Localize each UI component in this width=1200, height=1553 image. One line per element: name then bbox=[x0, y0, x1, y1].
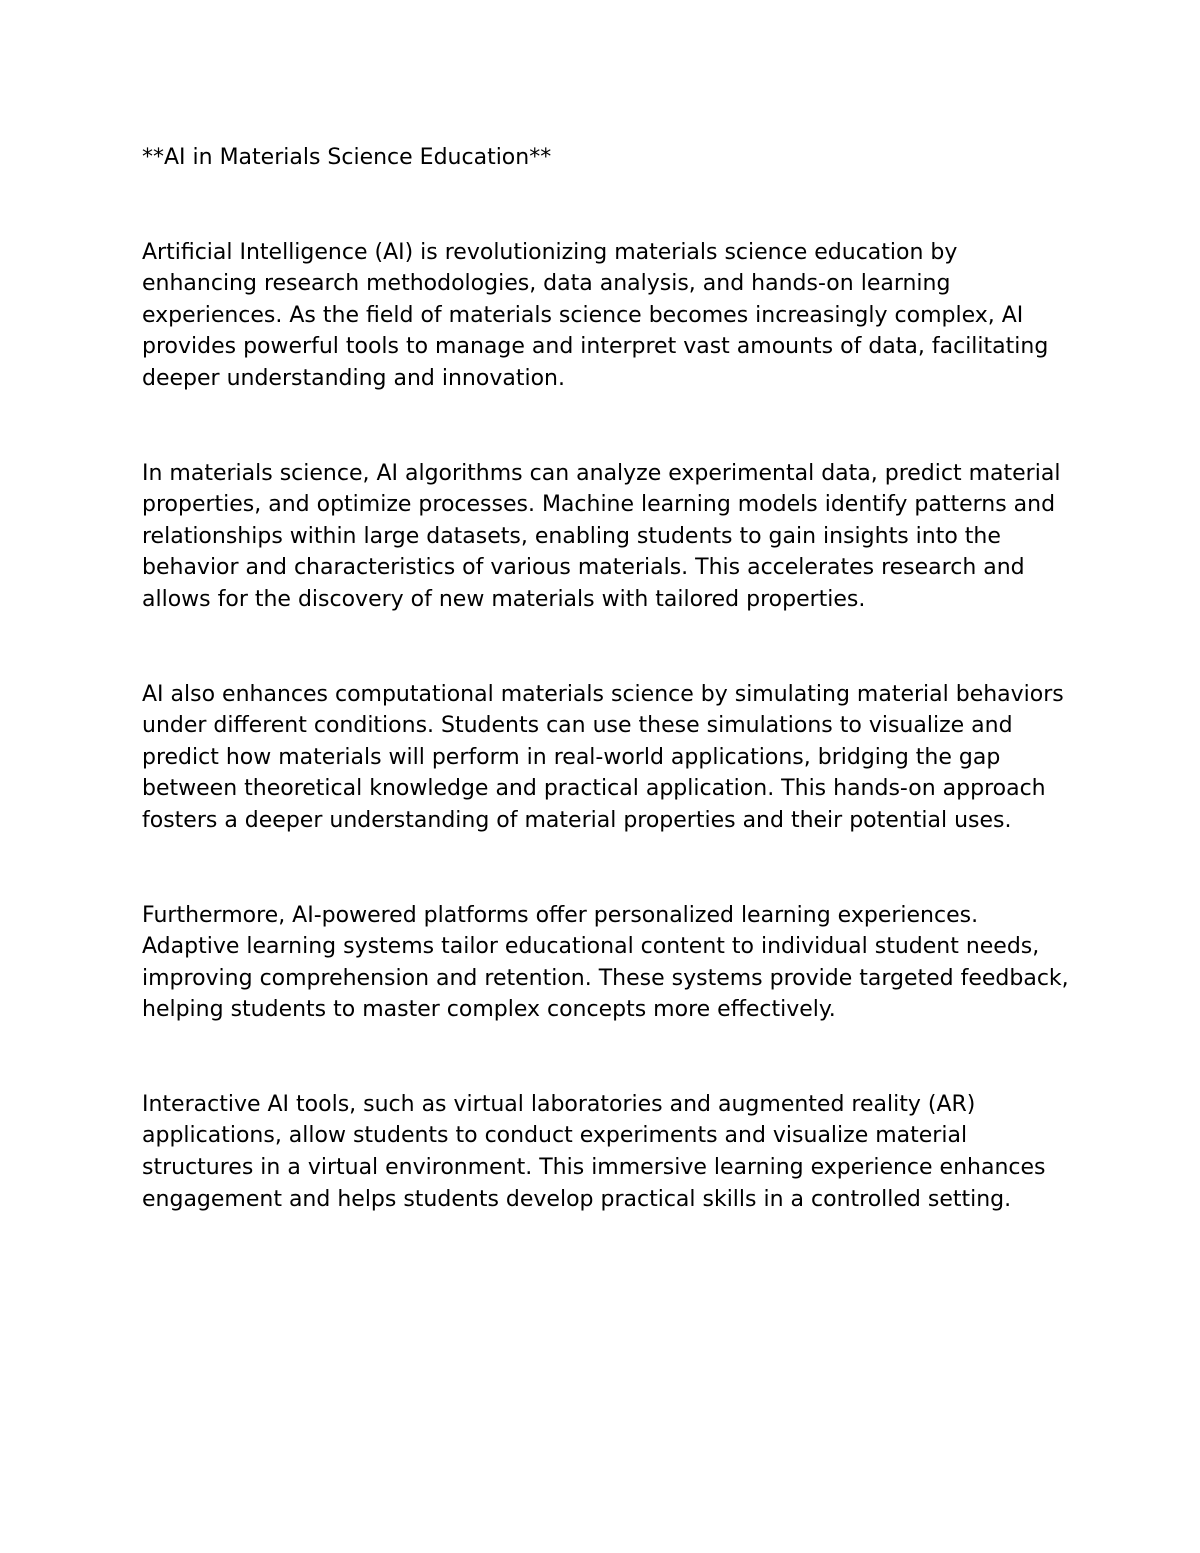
document-title: **AI in Materials Science Education** bbox=[142, 145, 552, 170]
paragraph-1: Artificial Intelligence (AI) is revolutionizing materials science education by enhancing research methodologies, data analysis, and hands-on learning experiences. As the field of materials science becomes increasingly complex, AI provides powerful tools to manage and interpret vast amounts of data, facilitating deeper understanding and innovation. bbox=[142, 239, 1049, 391]
paragraph-5: Interactive AI tools, such as virtual laboratories and augmented reality (AR) applications, allow students to conduct experiments and visualize material structures in a virtual environment. This immersive learning experience enhances engagement and helps students develop practical skills in a controlled setting. bbox=[142, 1091, 1046, 1212]
document-body bbox=[142, 142, 1072, 1215]
paragraph-2: In materials science, AI algorithms can analyze experimental data, predict material properties, and optimize processes. Machine learning models identify patterns and relationships within large datasets, enabling students to gain insights into the behavior and characteristics of various materials. This accelerates research and allows for the discovery of new materials with tailored properties. bbox=[142, 460, 1061, 612]
paragraph-4: Furthermore, AI-powered platforms offer personalized learning experiences. Adaptive learning systems tailor educational content to individual student needs, improving comprehension and retention. These systems provide targeted feedback, helping students to master complex concepts more effectively. bbox=[142, 902, 1069, 1023]
paragraph-3: AI also enhances computational materials science by simulating material behaviors under different conditions. Students can use these simulations to visualize and predict how materials will perform in real-world applications, bridging the gap between theoretical knowledge and practical application. This hands-on approach fosters a deeper understanding of material properties and their potential uses. bbox=[142, 681, 1064, 833]
